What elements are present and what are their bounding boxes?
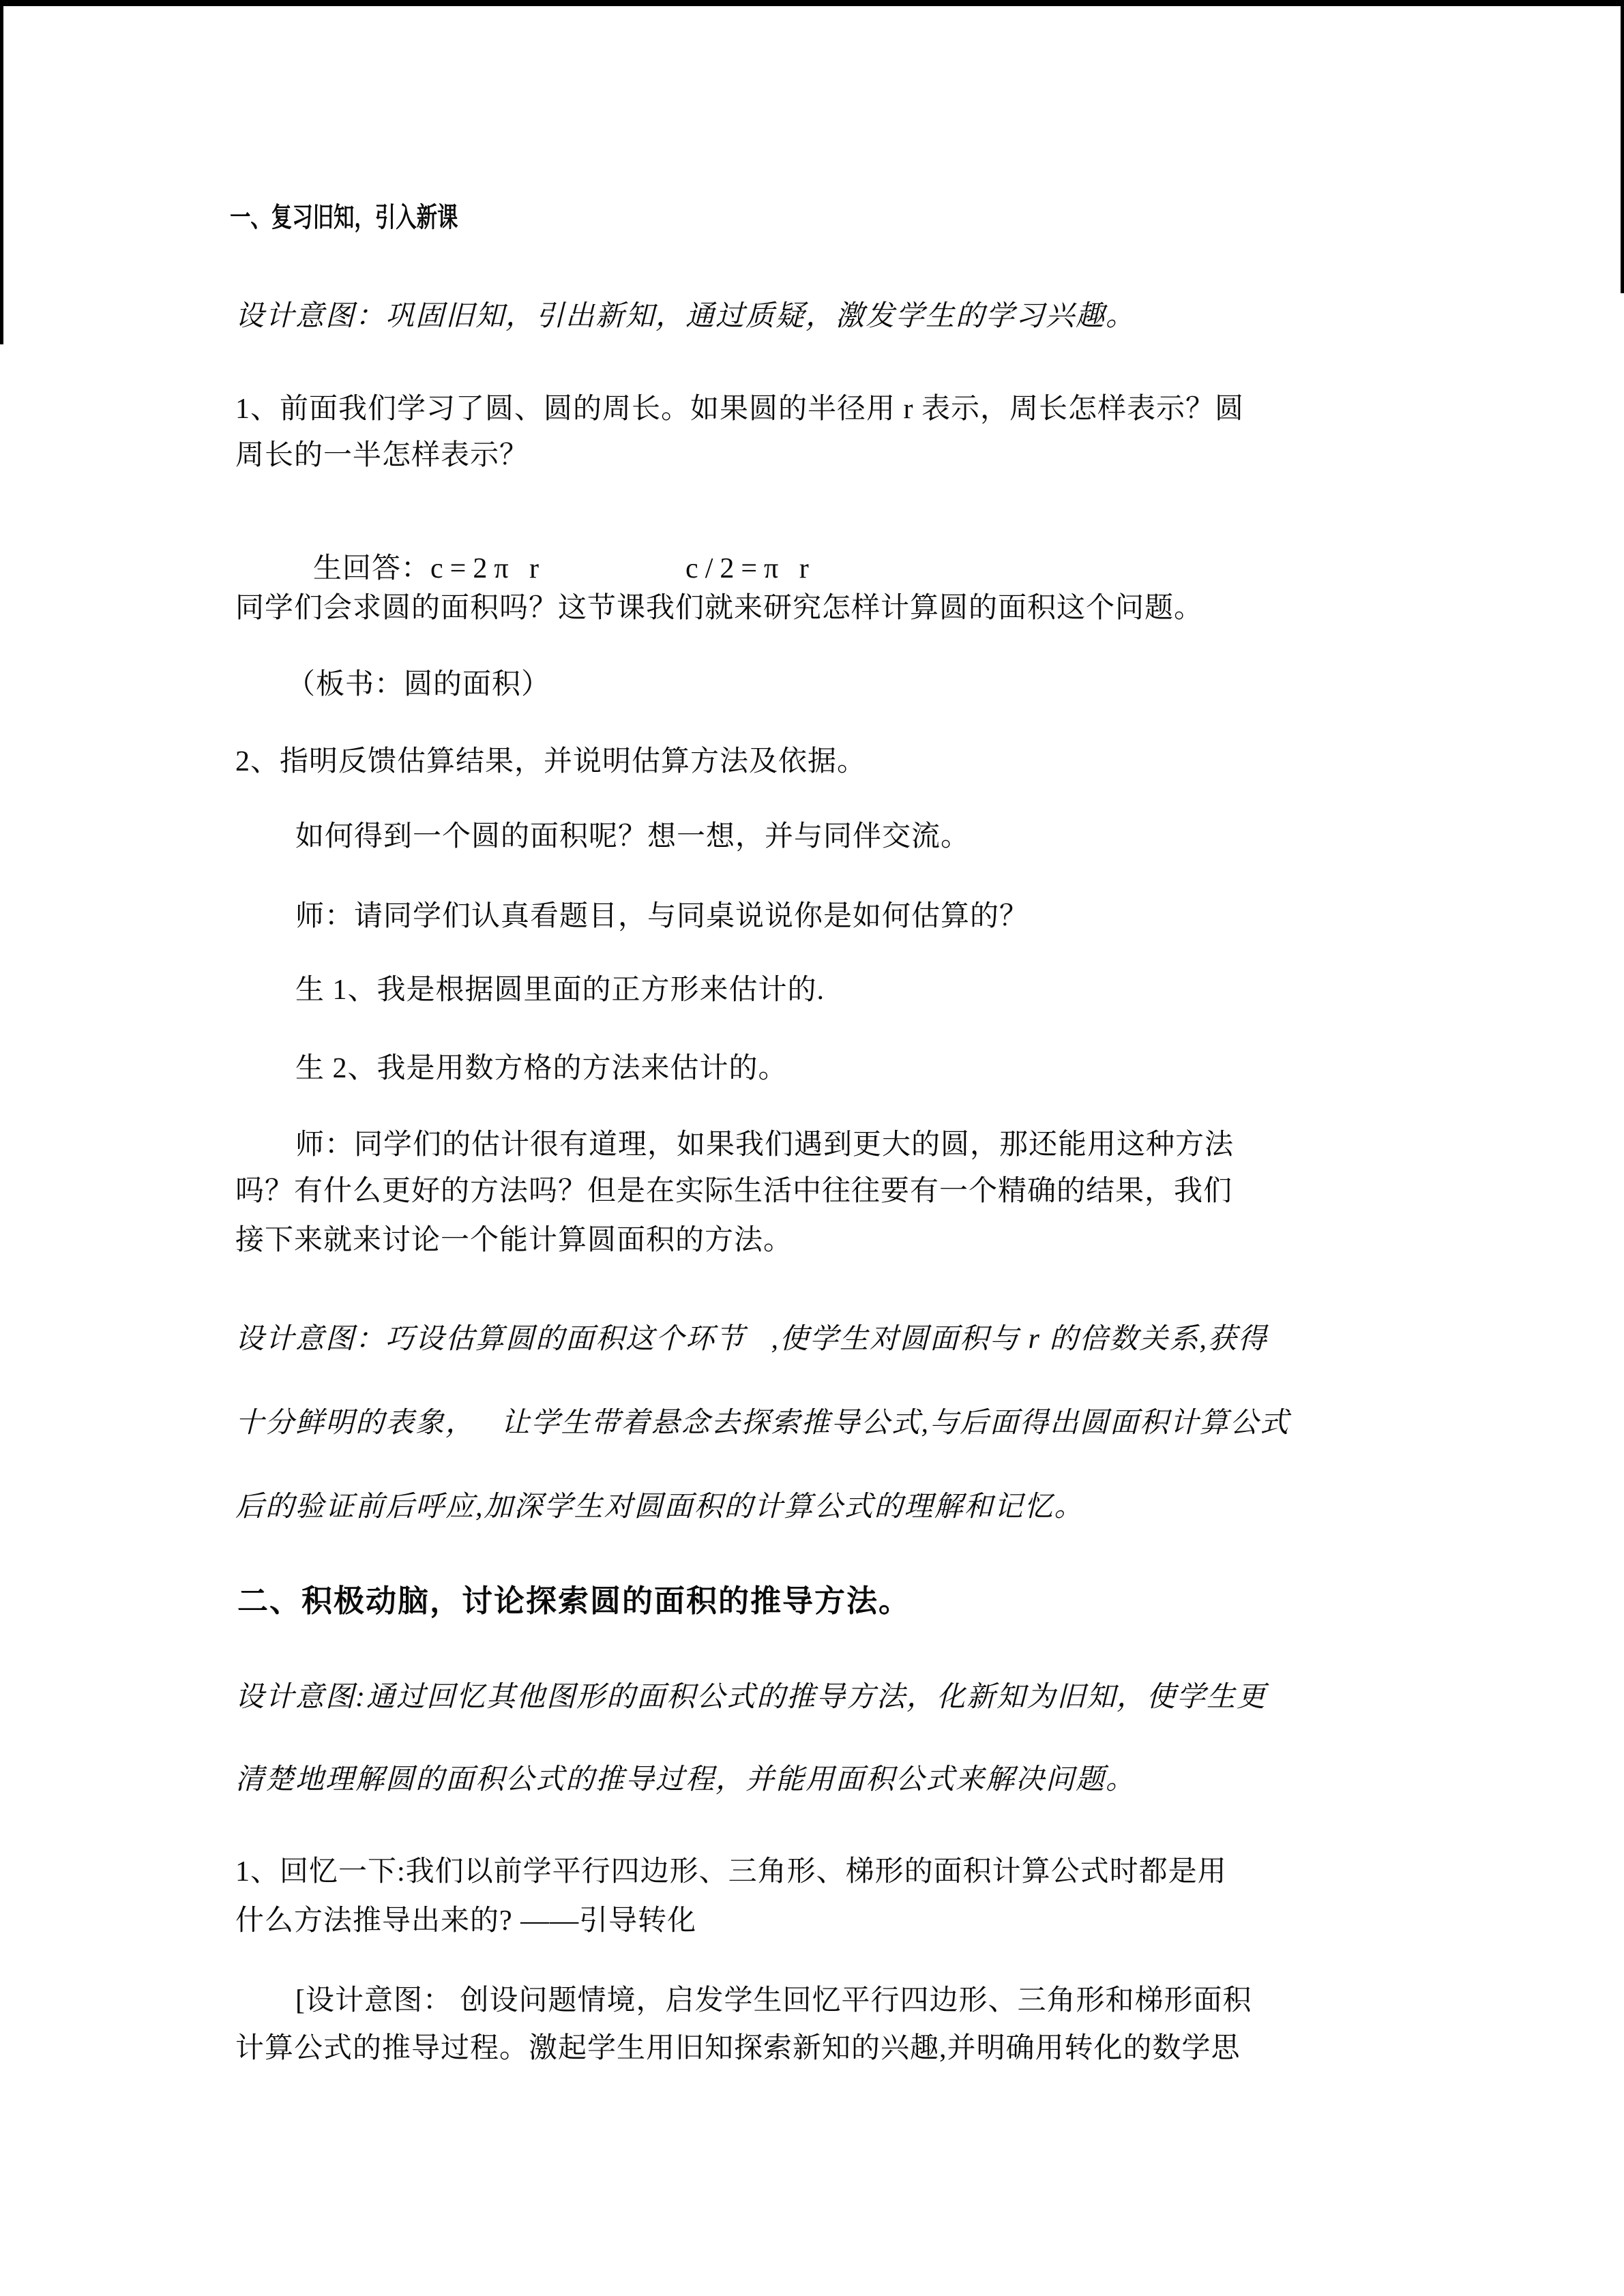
design-intent-note: 后的验证前后呼应,加深学生对圆面积的计算公式的理解和记忆。 (235, 1491, 1084, 1523)
transition-line: 同学们会求圆的面积吗？这节课我们就来研究怎样计算圆的面积这个问题。 (235, 593, 1204, 624)
scan-edge-top (0, 0, 1624, 6)
lesson-step-line: 2、指明反馈估算结果，并说明估算方法及依据。 (235, 746, 867, 777)
design-intent-note: [设计意图： 创设问题情境，启发学生回忆平行四边形、三角形和梯形面积 (295, 1985, 1252, 2016)
student1-line: 生 1、我是根据圆里面的正方形来估计的. (295, 974, 825, 1006)
design-intent-note: 计算公式的推导过程。激起学生用旧知探索新知的兴趣,并明确用转化的数学思 (235, 2033, 1241, 2064)
think-prompt-line: 如何得到一个圆的面积呢？想一想，并与同伴交流。 (295, 821, 971, 852)
lesson-step-line: 1、前面我们学习了圆、圆的周长。如果圆的半径用 r 表示，周长怎样表示？圆 (235, 393, 1244, 425)
design-intent-note: 设计意图：巩固旧知，引出新知，通过质疑，激发学生的学习兴趣。 (235, 301, 1136, 332)
design-intent-note: 十分鲜明的表象， 让学生带着悬念去探索推导公式,与后面得出圆面积计算公式 (235, 1407, 1290, 1439)
student-answer-label: 生回答： (313, 552, 431, 584)
student2-line: 生 2、我是用数方格的方法来估计的。 (295, 1053, 788, 1084)
design-intent-note: 设计意图:通过回忆其他图形的面积公式的推导方法，化新知为旧知，使学生更 (235, 1682, 1267, 1713)
design-intent-note: 清楚地理解圆的面积公式的推导过程，并能用面积公式来解决问题。 (235, 1764, 1136, 1795)
lesson-step-line: 什么方法推导出来的? ——引导转化 (235, 1905, 697, 1937)
teacher-summary-line: 师：同学们的估计很有道理，如果我们遇到更大的圆，那还能用这种方法 (295, 1129, 1235, 1161)
lesson-step-line: 1、回忆一下:我们以前学平行四边形、三角形、梯形的面积计算公式时都是用 (235, 1856, 1227, 1888)
design-intent-note: 设计意图：巧设估算圆的面积这个环节 ,使学生对圆面积与 r 的倍数关系,获得 (235, 1324, 1268, 1355)
section1-heading: 一、复习旧知，引入新课 (230, 202, 458, 233)
scan-edge-left (0, 0, 3, 344)
section2-heading: 二、积极动脑，讨论探索圆的面积的推导方法。 (237, 1583, 911, 1618)
teacher-summary-line: 接下来就来讨论一个能计算圆面积的方法。 (235, 1225, 793, 1256)
teacher-line: 师：请同学们认真看题目，与同桌说说你是如何估算的？ (295, 901, 1029, 932)
circumference-formula: c=2π r (430, 552, 546, 584)
lesson-step-line: 周长的一半怎样表示？ (235, 440, 529, 471)
board-note: （板书：圆的面积） (286, 669, 551, 700)
scan-edge-right (1621, 0, 1624, 293)
half-circumference-formula: c/2=π r (685, 552, 816, 584)
teacher-summary-line: 吗？有什么更好的方法吗？但是在实际生活中往往要有一个精确的结果，我们 (235, 1176, 1233, 1207)
